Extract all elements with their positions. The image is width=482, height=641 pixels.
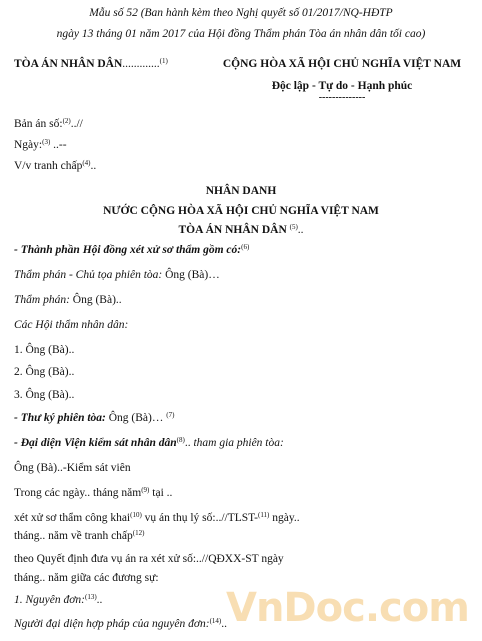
plaintiff-rep-dots: .. [221, 618, 227, 630]
panel-label: - Thành phần Hội đồng xét xử sơ thẩm gồm có: [14, 244, 242, 256]
footnote-4: (4) [82, 159, 91, 167]
footnote-11: (11) [257, 511, 270, 519]
judge-label: Thẩm phán: [14, 294, 70, 306]
dispute-label: V/v tranh chấp [14, 160, 83, 172]
parties-line: tháng.. năm giữa các đương sự: [14, 572, 159, 584]
clerk-line [14, 411, 482, 425]
trial-place-dots: tại .. [149, 487, 173, 499]
dispute-date-dots: tháng.. năm về tranh chấp [14, 530, 133, 542]
assessor-3-line: 3. Ông (Bà).. [14, 389, 75, 401]
footnote-14: (14) [209, 617, 222, 625]
footnote-7: (7) [166, 411, 175, 419]
judgment-date-line [14, 138, 482, 152]
footnote-12: (12) [132, 529, 145, 537]
nation-rule: -------------- [318, 92, 366, 103]
decision-line: theo Quyết định đưa vụ án ra xét xử số:..//QĐXX-ST ngày [14, 553, 284, 565]
footnote-8: (8) [176, 436, 185, 444]
assessor-2-line: 2. Ông (Bà).. [14, 366, 75, 378]
dispute-date-line [14, 529, 482, 543]
presiding-judge-line [14, 268, 482, 282]
footnote-3: (3) [42, 138, 51, 146]
title-line-3 [0, 223, 482, 237]
footnote-9: (9) [141, 486, 150, 494]
footnote-13: (13) [84, 593, 97, 601]
judge-line [14, 293, 482, 307]
case-day-dots: ngày.. [269, 512, 300, 524]
procuracy-label: - Đại diện Viện kiểm sát nhân dân [14, 437, 177, 449]
court-name: TÒA ÁN NHÂN DÂN [14, 58, 123, 70]
procuracy-line [14, 436, 482, 450]
trial-dates: Trong các ngày.. tháng năm [14, 487, 142, 499]
watermark-logo: VnDoc.com [226, 585, 469, 631]
judgment-number-line [14, 117, 482, 131]
judgment-number-label: Bản án số: [14, 118, 63, 130]
presiding-judge-label: Thẩm phán - Chủ tọa phiên tòa: [14, 269, 163, 281]
title-line-2: NƯỚC CỘNG HÒA XÃ HỘI CHỦ NGHĨA VIỆT NAM [103, 205, 379, 217]
plaintiff-dots: .. [96, 594, 103, 606]
dispute-dots: .. [90, 160, 97, 172]
presiding-judge-dots: Ông (Bà)… [162, 269, 220, 281]
court-name-line [14, 57, 214, 71]
plaintiff-label: 1. Nguyên đơn: [14, 594, 85, 606]
footnote-1: (1) [159, 57, 168, 65]
title-dots: .. [297, 224, 304, 236]
judgment-number-dots: ..// [70, 118, 83, 130]
title-line-1: NHÂN DANH [205, 185, 277, 197]
form-number: Mẫu số 52 (Ban hành kèm theo Nghị quyết số 01/2017/NQ-HĐTP [89, 7, 393, 19]
panel-line [14, 243, 482, 257]
trial-dates-line [14, 486, 482, 500]
footnote-5: (5) [289, 223, 298, 231]
case-number-dots: vụ án thụ lý số:..//TLST- [141, 512, 258, 524]
assessor-1-line: 1. Ông (Bà).. [14, 344, 75, 356]
judgment-date-label: Ngày: [14, 139, 43, 151]
judgment-date-dots: ..-- [50, 139, 67, 151]
form-issuer: ngày 13 tháng 01 năm 2017 của Hội đồng Thẩm phán Tòa án nhân dân tối cao) [56, 28, 426, 40]
procuracy-dots: .. [184, 437, 194, 449]
court-dots: ............. [122, 58, 160, 70]
procuracy-tail: tham gia phiên tòa: [193, 437, 284, 449]
nation-title: CỘNG HÒA XÃ HỘI CHỦ NGHĨA VIỆT NAM [222, 58, 462, 70]
title-court: TÒA ÁN NHÂN DÂN [178, 224, 287, 236]
nation-motto: Độc lập - Tự do - Hạnh phúc [271, 80, 413, 92]
footnote-2: (2) [62, 117, 71, 125]
plaintiff-rep-label: Người đại diện hợp pháp của nguyên đơn: [14, 618, 210, 630]
judge-dots: Ông (Bà).. [69, 294, 122, 306]
assessors-label: Các Hội thẩm nhân dân: [14, 319, 129, 331]
clerk-label: - Thư ký phiên tòa: [14, 412, 106, 424]
prosecutor-line: Ông (Bà)..-Kiểm sát viên [14, 462, 131, 474]
public-trial-label: xét xử sơ thẩm công khai [14, 512, 131, 524]
footnote-10: (10) [130, 511, 142, 519]
case-accepted-line [14, 511, 482, 525]
footnote-6: (6) [241, 243, 250, 251]
dispute-line [14, 159, 482, 173]
clerk-dots: Ông (Bà)… [105, 412, 164, 424]
